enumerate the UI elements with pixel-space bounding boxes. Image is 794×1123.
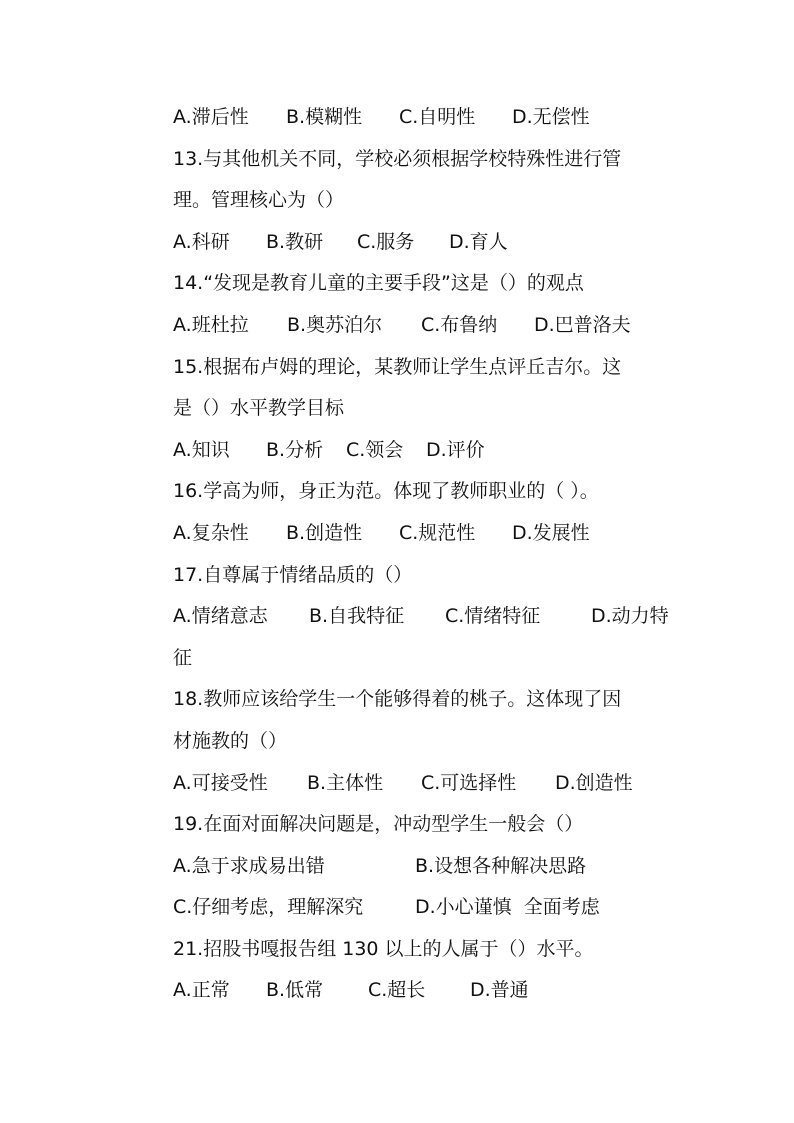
q19-option-a: A.急于求成易出错 [173,854,325,877]
q21-option-c: C.超长 [368,979,426,1002]
q19-stem-line1: 19.在面对面解决问题是，冲动型学生一般会（） [173,813,584,836]
q12-options [173,97,688,139]
q14-option-b: B.奥苏泊尔 [287,313,383,336]
q16-option-b: B.创造性 [286,521,363,544]
q16-option-a: A.复杂性 [173,521,249,544]
q17-option-c: C.情绪特征 [445,605,541,628]
q15-option-d: D.评价 [426,438,485,461]
q19-options-row1 [173,846,688,888]
q14-stem-line1: 14.“发现是教育儿童的主要手段”这是（）的观点 [173,272,584,295]
q17-options [173,596,688,638]
q17-options-wrap: 征 [173,646,193,669]
q12-option-a: A.滞后性 [173,106,249,128]
q15-option-c: C.领会 [346,438,404,461]
q18-options [173,763,688,805]
q18-stem-line1: 18.教师应该给学生一个能够得着的桃子。这体现了因 [173,688,622,711]
q21-options [173,970,688,1012]
q15-stem-line2: 是（）水平教学目标 [173,397,345,420]
q16-options [173,513,688,555]
q13-stem-line2: 理。管理核心为（） [173,189,345,212]
q21-option-a: A.正常 [173,979,230,1002]
q17-option-b: B.自我特征 [309,605,405,628]
q14-options [173,305,688,347]
q14-option-a: A.班杜拉 [173,313,249,336]
q21-option-b: B.低常 [266,979,324,1002]
q19-option-c: C.仔细考虑，理解深究 [173,896,364,919]
q19-option-b: B.设想各种解决思路 [415,854,587,877]
q15-option-a: A.知识 [173,438,230,461]
q17-option-a: A.情绪意志 [173,605,268,628]
q18-option-a: A.可接受性 [173,771,268,794]
q13-options [173,222,688,264]
q18-stem-line2: 材施教的（） [173,729,288,752]
q13-stem-line1: 13.与其他机关不同，学校必须根据学校特殊性进行管 [173,147,622,170]
q15-stem-line1: 15.根据布卢姆的理论，某教师让学生点评丘吉尔。这 [173,355,622,378]
q15-option-b: B.分析 [266,438,324,461]
q21-stem-line1: 21.招股书嘎报告组 130 以上的人属于（）水平。 [173,937,594,960]
q12-option-b: B.模糊性 [286,106,363,128]
q18-option-b: B.主体性 [307,771,384,794]
q13-option-c: C.服务 [357,230,415,253]
q18-option-c: C.可选择性 [421,771,517,794]
q18-option-d: D.创造性 [555,771,633,794]
q12-option-c: C.自明性 [399,106,476,128]
q13-option-b: B.教研 [266,230,324,253]
q16-stem-line1: 16.学高为师，身正为范。体现了教师职业的（ ）。 [173,480,599,503]
q17-stem-line1: 17.自尊属于情绪品质的（） [173,563,413,586]
q15-options [173,430,688,472]
q16-option-c: C.规范性 [399,521,476,544]
question-list [173,97,688,1012]
q16-option-d: D.发展性 [512,521,590,544]
q19-option-d: D.小心谨慎 全面考虑 [415,896,600,919]
q12-option-d: D.无偿性 [512,106,590,128]
q14-option-c: C.布鲁纳 [421,313,498,336]
q13-option-a: A.科研 [173,230,230,253]
q13-option-d: D.育人 [449,230,508,253]
q17-option-d: D.动力特 [591,605,669,628]
q14-option-d: D.巴普洛夫 [534,313,631,336]
q21-option-d: D.普通 [470,979,529,1002]
q19-options-row2 [173,887,688,929]
